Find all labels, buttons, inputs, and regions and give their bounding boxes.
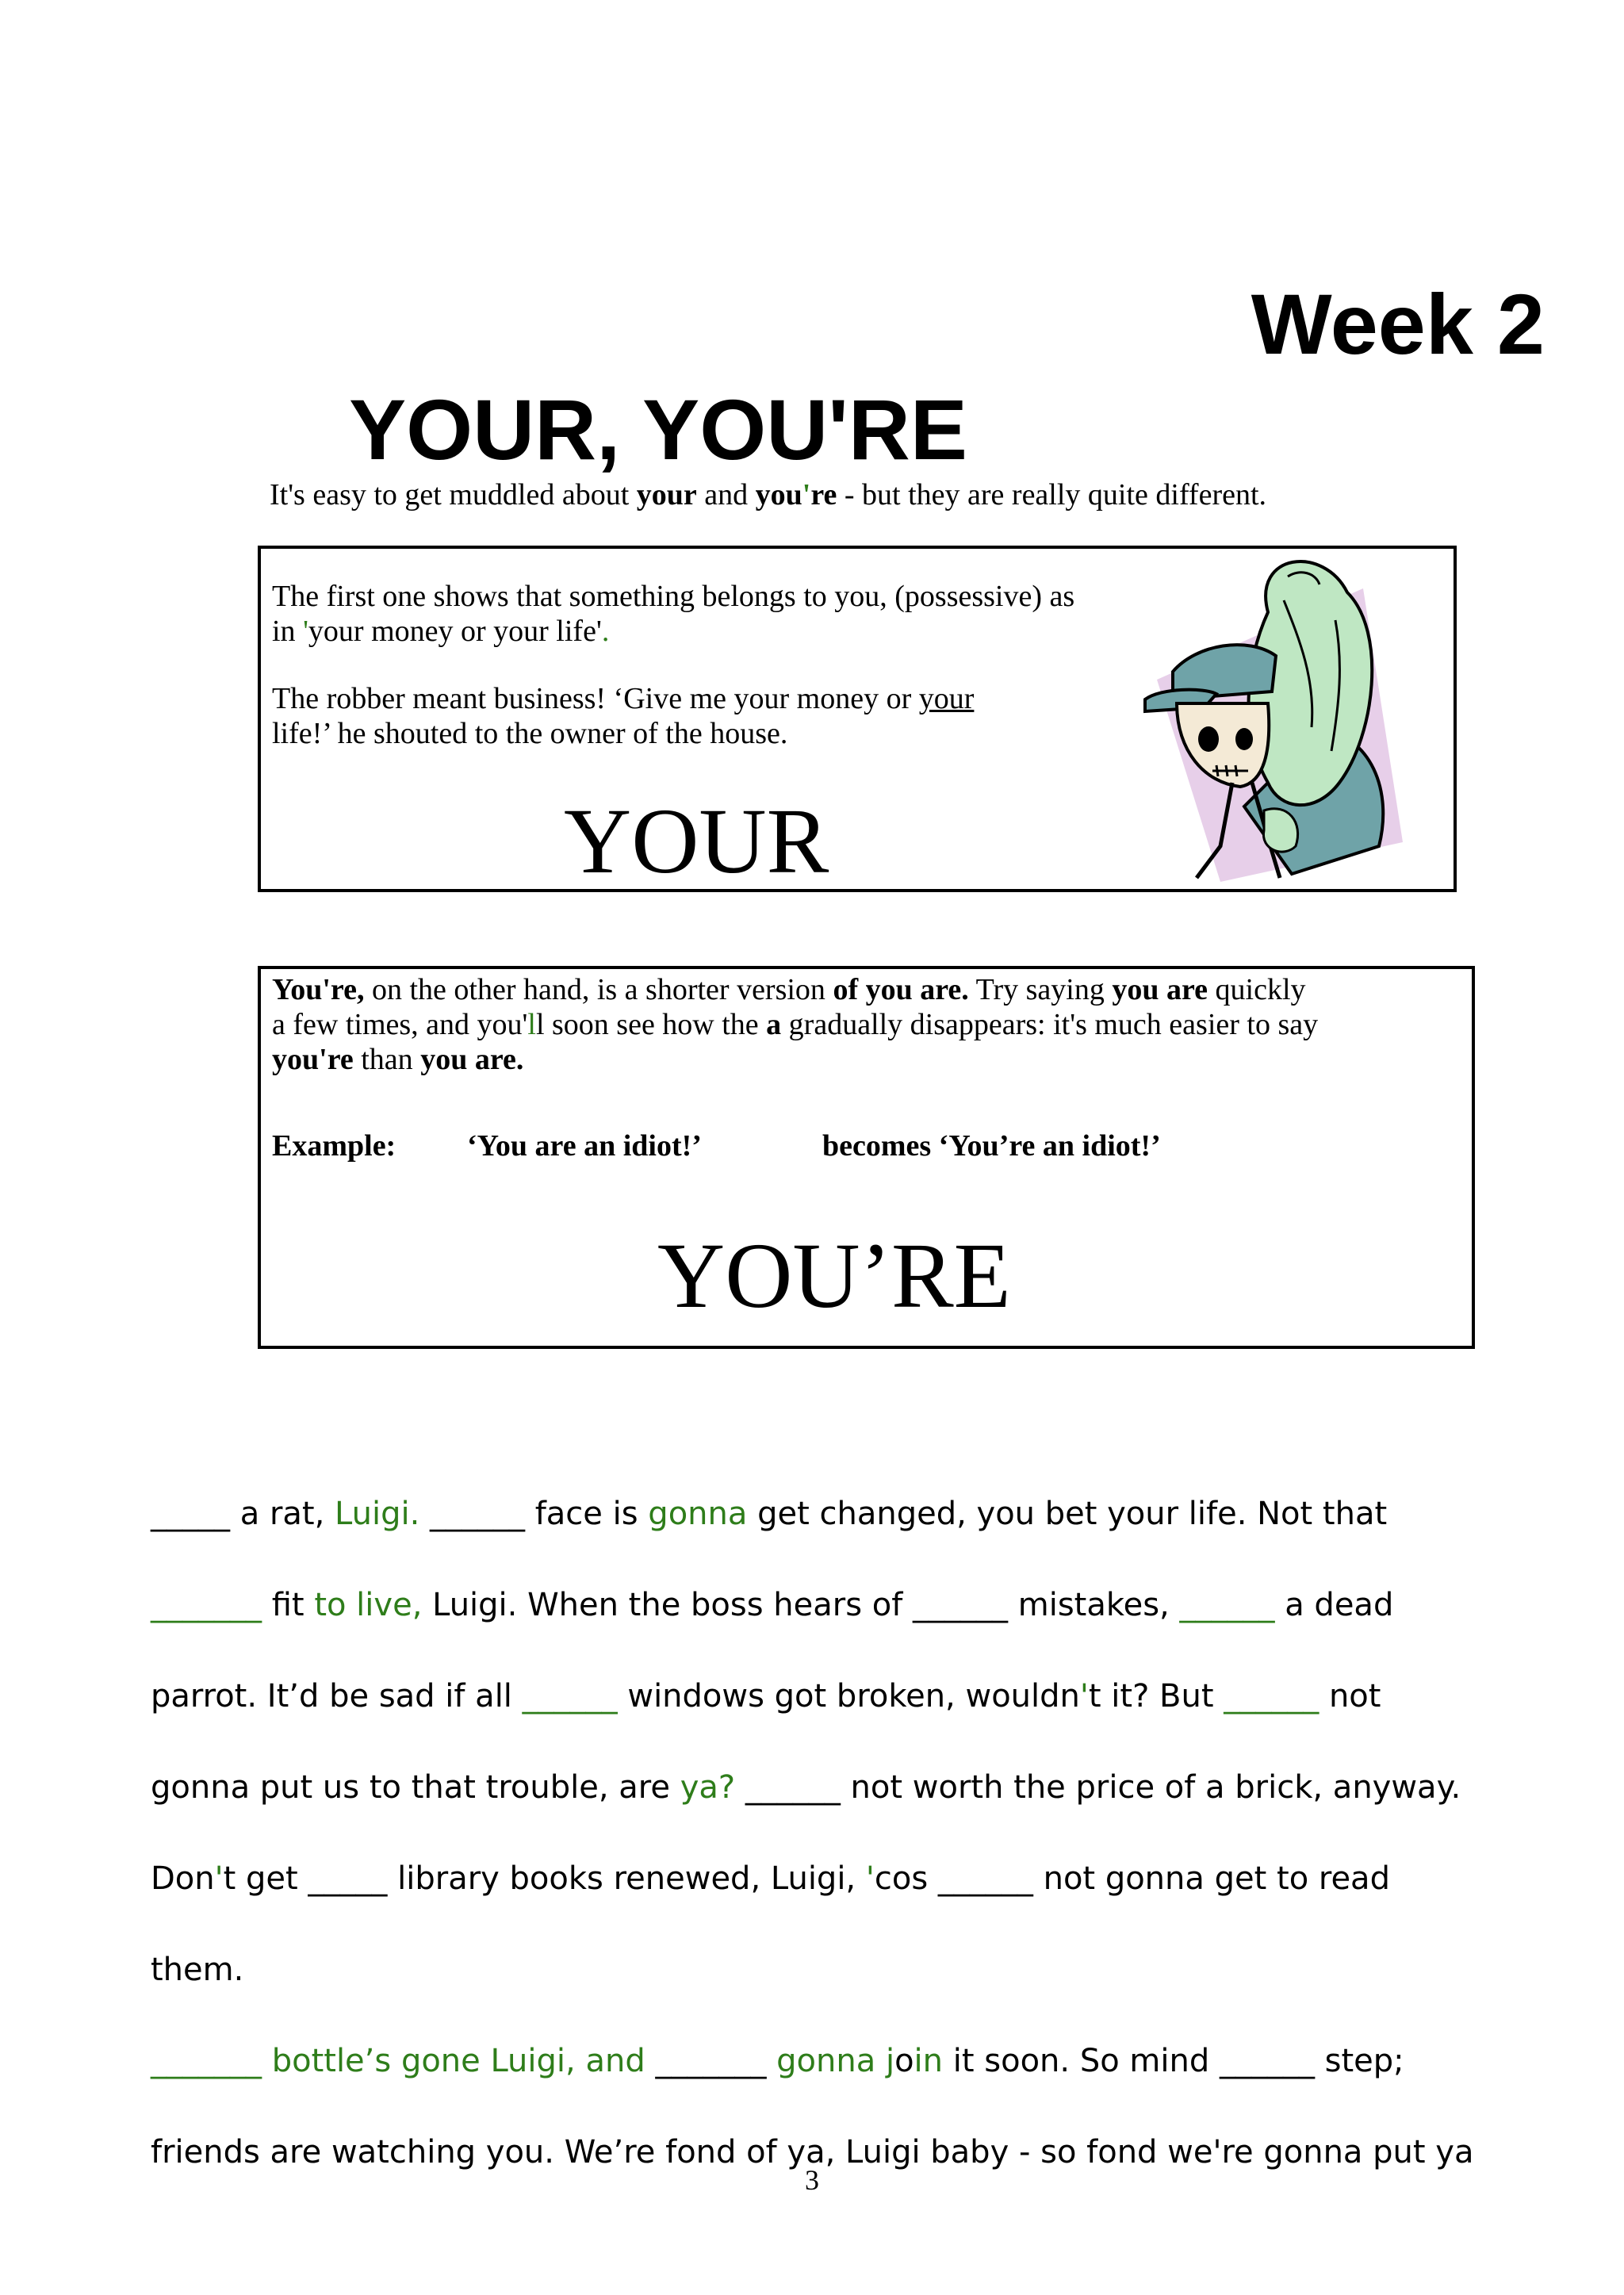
robber-example: The robber meant business! ‘Give me your money or your life!’ he shouted to the owner of the house. (272, 682, 975, 750)
exercise-line-8: friends are watching you. We’re fond of ya, Luigi baby - so fond we're gonna put ya (151, 2134, 1474, 2170)
example-label: Example: (272, 1129, 396, 1163)
page-number: 3 (805, 2164, 819, 2196)
intro-text: It's easy to get muddled about your and you're - but they are really quite different. (270, 478, 1267, 511)
your-explanation-box (258, 546, 1457, 892)
exercise-line-2: _______ fit to live, Luigi. When the boss hears of ______ mistakes, ______ a dead (151, 1587, 1394, 1623)
exercise-line-1: _____ a rat, Luigi. ______ face is gonna get changed, you bet your life. Not that (151, 1496, 1388, 1532)
exercise-line-6: them. (151, 1952, 244, 1988)
exercise-line-7: _______ bottle’s gone Luigi, and _______ gonna join it soon. So mind ______ step; (151, 2043, 1404, 2079)
possessive-explanation: The first one shows that something belongs to you, (possessive) as in 'your money or your life'. (272, 580, 1075, 648)
contraction-explanation: You're, on the other hand, is a shorter version of you are. Try saying you are quickly a few times, and you'll soon see how the a gradually disappears: it's much easier to say you're than you are. (272, 973, 1319, 1076)
page-title: YOUR, YOU'RE (349, 381, 967, 477)
skeleton-robber-with-sack-icon (1101, 545, 1411, 882)
fill-in-exercise (151, 1469, 1499, 2198)
exercise-line-5: Don't get _____ library books renewed, Luigi, 'cos ______ not gonna get to read (151, 1860, 1390, 1897)
youre-explanation-box (258, 966, 1475, 1349)
example-after: becomes ‘You’re an idiot!’ (822, 1129, 1161, 1163)
your-big-word: YOUR (564, 789, 829, 893)
example-before: ‘You are an idiot!’ (467, 1129, 702, 1163)
week-heading: Week 2 (1251, 276, 1545, 372)
exercise-line-4: gonna put us to that trouble, are ya? ______ not worth the price of a brick, anyway. (151, 1769, 1461, 1806)
youre-big-word: YOU’RE (657, 1224, 1011, 1328)
exercise-line-3: parrot. It’d be sad if all ______ windows got broken, wouldn't it? But ______ not (151, 1678, 1381, 1715)
